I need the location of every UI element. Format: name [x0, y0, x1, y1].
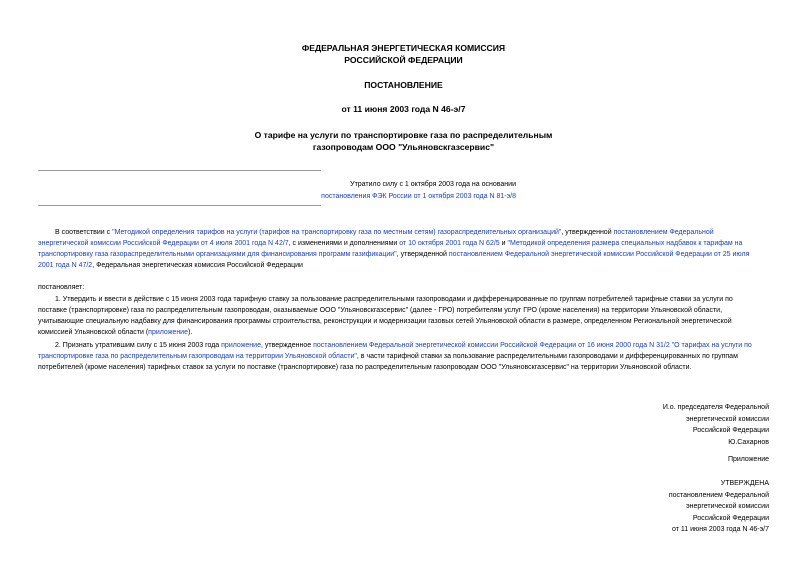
item-2-text: , утвержденное [260, 342, 314, 349]
document-type: ПОСТАНОВЛЕНИЕ [364, 80, 443, 90]
approval-line-1: постановлением Федеральной [668, 491, 769, 499]
preamble-paragraph [38, 227, 769, 271]
signer-name: Ю.Сахарнов [728, 438, 769, 446]
item-1-line: 1. Утвердить и ввести в действие с 15 июня 2003 года тарифную ставку за пользование распределительными газопроводами и дифференцированные по группам потребителей тарифные ставки за услуги по [55, 296, 733, 303]
fek-decree-42-7-link[interactable]: постановлением Федеральной [613, 229, 714, 236]
separator-bottom [38, 205, 321, 206]
separator-top [38, 170, 321, 171]
preamble-text: , Федеральная энергетическая комиссия Российской Федерации [92, 262, 303, 269]
appendix-link[interactable]: приложение [148, 329, 188, 336]
signer-title-line-2: энергетической комиссии [686, 415, 769, 423]
methodology-tariffs-link[interactable]: "Методикой определения тарифов на услуги (тарифов на транспортировку газа по местным сетям) газораспределительных организаций" [112, 229, 562, 236]
document-date: от 11 июня 2003 года N 46-э/7 [341, 104, 466, 114]
appendix-label: Приложение [727, 456, 769, 463]
item-2-text: , в части тарифной ставки за пользование распределительными газопроводами и дифференцированных по группам [356, 353, 738, 360]
item-2-text: 2. Признать утратившим силу с 15 июня 2003 года [55, 342, 222, 349]
approval-line-2: энергетической комиссии [686, 503, 769, 510]
document-title-line-1: О тарифе на услуги по транспортировке газа по распределительным [254, 130, 553, 140]
amendment-62-5-link[interactable]: от 10 октября 2001 года N 62/5 [399, 240, 500, 247]
ulyanovsk-tariffs-link[interactable]: "О тарифах на услуги по [671, 342, 752, 349]
approval-block [669, 478, 769, 536]
methodology-surcharges-link[interactable]: "Методикой определения размера специальных надбавок к тарифам на [507, 240, 743, 247]
status-notice-link-line [0, 191, 516, 203]
item-2-paragraph [38, 340, 769, 373]
item-2-line [38, 340, 769, 351]
fek-decree-42-7-link[interactable]: энергетической комиссии Российской Федерации от 4 июля 2001 года N 42/7 [38, 240, 289, 247]
resolves-label: постановляет: [38, 284, 85, 291]
signer-title-line-3: Российской Федерации [692, 427, 769, 434]
fek-decree-31-2-link[interactable]: постановлением Федеральной энергетической комиссии Российской Федерации от 16 июня 2000 года N 31/2 [313, 342, 670, 349]
signature-block [663, 402, 769, 448]
methodology-surcharges-link[interactable]: транспортировку газа газораспределительными организациями для финансирования программ газификации" [38, 251, 397, 258]
approval-line-3: Российской Федерации [692, 514, 769, 522]
repeal-decree-link[interactable]: постановления ФЭК России от 1 октября 2003 года N 81-э/8 [321, 193, 516, 200]
preamble-text: В соответствии с [55, 229, 113, 236]
item-2-line: потребителей (кроме населения) тарифных ставок за услуги по поставке (транспортировке) газа по распределительным газопроводам ООО "Ульяновскгазсервис" на территории Ульяновской области. [38, 364, 692, 371]
fek-decree-47-2-link[interactable]: постановлением Федеральной энергетической комиссии Российской Федерации от 25 июля [448, 251, 750, 258]
status-notice-text: Утратило силу с 1 октября 2003 года на основании [350, 181, 516, 188]
document-title-line-2: газопроводам ООО "Ульяновскгазсервис" [312, 142, 495, 152]
item-1-text: комиссией Ульяновской области ( [38, 329, 149, 336]
fek-decree-47-2-link[interactable]: 2001 года N 47/2 [38, 262, 93, 269]
item-1-line [38, 327, 769, 338]
approval-line-4: от 11 июня 2003 года N 46-э/7 [672, 526, 769, 533]
preamble-text: , утвержденной [396, 251, 449, 258]
preamble-line [38, 238, 769, 249]
issuer-name: ФЕДЕРАЛЬНАЯ ЭНЕРГЕТИЧЕСКАЯ КОМИССИЯ [301, 43, 506, 53]
item-1-line: учитывающие специальную надбавку для финансирования программы строительства, реконструкции и модернизации газовых сетей Ульяновской области в размере, определенном Региональной энергетической [38, 318, 732, 325]
item-2-line [38, 351, 769, 362]
item-1-line: поставке (транспортировке) газа по распределительным газопроводам, оказываемые ООО "Ульяновскгазсервис" (далее - ГРО) потребителям услуг ГРО (кроме населения) на территории Ульяновской области, [38, 307, 723, 314]
item-1-paragraph [38, 294, 769, 338]
issuer-country: РОССИЙСКОЙ ФЕДЕРАЦИИ [344, 55, 463, 65]
repealed-appendix-link[interactable]: приложение [221, 342, 261, 349]
signer-title-line-1: И.о. председателя Федеральной [662, 404, 769, 411]
preamble-line [38, 260, 769, 271]
preamble-line [38, 249, 769, 260]
preamble-text: и [499, 240, 508, 247]
preamble-line [38, 227, 769, 238]
ulyanovsk-tariffs-link[interactable]: транспортировке газа по распределительным газопроводам на территории Ульяновской области" [38, 353, 357, 360]
preamble-text: , с изменениями и дополнениями [288, 240, 400, 247]
approval-heading: УТВЕРЖДЕНА [720, 480, 769, 487]
preamble-text: , утвержденной [561, 229, 614, 236]
item-1-text: ). [188, 329, 193, 336]
